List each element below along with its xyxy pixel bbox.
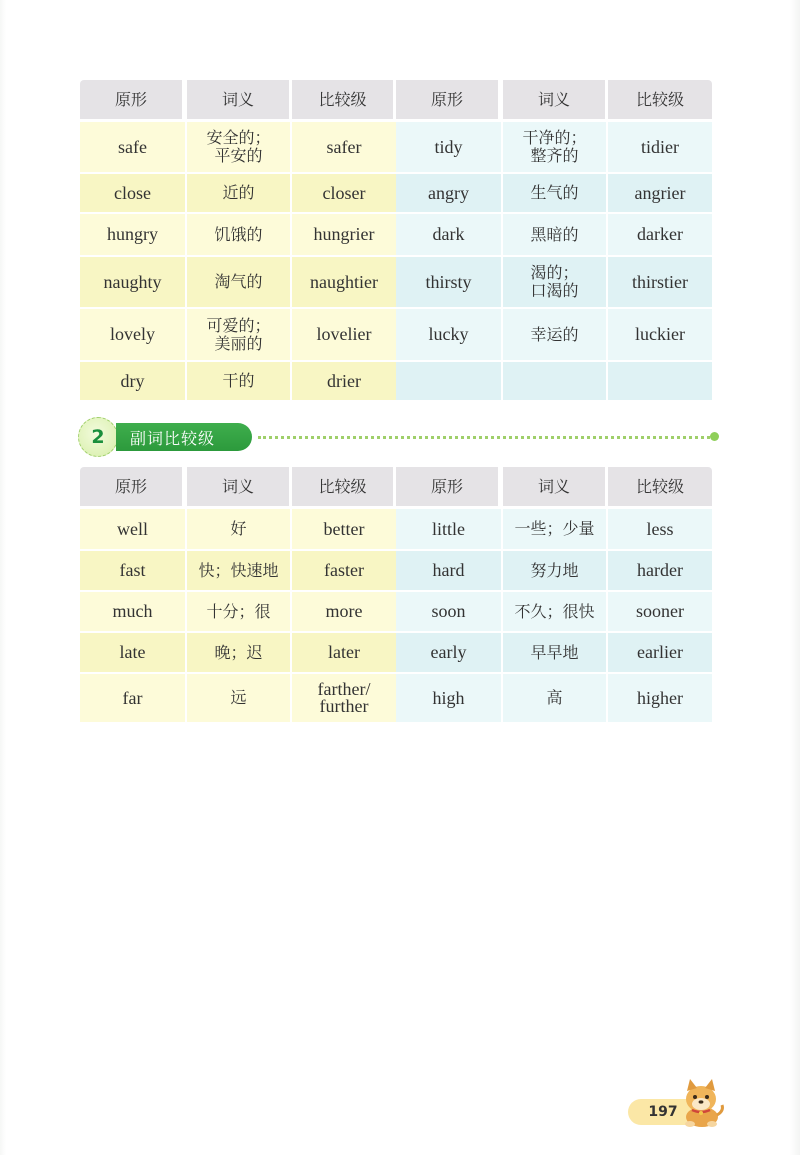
section-heading xyxy=(76,414,726,460)
header-comparative: 比较级 xyxy=(608,80,712,119)
comparative-cell: faster xyxy=(292,551,396,590)
comparative-cell: thirstier xyxy=(608,257,712,307)
meaning-cell: 一些；少量 xyxy=(501,509,608,549)
empty-cell xyxy=(608,362,712,400)
comparative-cell: safer xyxy=(292,122,396,172)
dotted-divider xyxy=(258,436,710,439)
base-form-cell: angry xyxy=(396,174,501,212)
base-form-cell: thirsty xyxy=(396,257,501,307)
base-form-cell: fast xyxy=(80,551,185,590)
comparative-cell: higher xyxy=(608,674,712,722)
header-meaning: 词义 xyxy=(185,80,292,119)
meaning-cell: 生气的 xyxy=(501,174,608,212)
base-form-cell: soon xyxy=(396,592,501,631)
comparative-cell: luckier xyxy=(608,309,712,360)
table-row xyxy=(80,257,715,309)
meaning-cell: 早早地 xyxy=(501,633,608,672)
meaning-cell: 可爱的； 美丽的 xyxy=(185,309,292,360)
table-row xyxy=(80,174,715,214)
table-row xyxy=(80,674,715,724)
adverb-comparative-table xyxy=(80,467,715,724)
meaning-cell: 努力地 xyxy=(501,551,608,590)
meaning-cell: 干的 xyxy=(185,362,292,400)
comparative-cell: closer xyxy=(292,174,396,212)
meaning-cell: 黑暗的 xyxy=(501,214,608,255)
base-form-cell: dry xyxy=(80,362,185,400)
meaning-cell: 不久；很快 xyxy=(501,592,608,631)
table-row xyxy=(80,633,715,674)
meaning-cell: 安全的； 平安的 xyxy=(185,122,292,172)
comparative-cell: farther/ further xyxy=(292,674,396,722)
base-form-cell: dark xyxy=(396,214,501,255)
header-comparative: 比较级 xyxy=(292,467,396,506)
base-form-cell: much xyxy=(80,592,185,631)
base-form-cell: naughty xyxy=(80,257,185,307)
comparative-cell: naughtier xyxy=(292,257,396,307)
section-number-badge: 2 xyxy=(78,417,118,457)
table-row xyxy=(80,122,715,174)
meaning-cell: 好 xyxy=(185,509,292,549)
meaning-cell: 渴的； 口渴的 xyxy=(501,257,608,307)
table-row xyxy=(80,551,715,592)
base-form-cell: far xyxy=(80,674,185,722)
comparative-cell: better xyxy=(292,509,396,549)
meaning-cell: 高 xyxy=(501,674,608,722)
base-form-cell: close xyxy=(80,174,185,212)
comparative-cell: tidier xyxy=(608,122,712,172)
table-row xyxy=(80,309,715,362)
base-form-cell: early xyxy=(396,633,501,672)
comparative-cell: sooner xyxy=(608,592,712,631)
header-base-form: 原形 xyxy=(396,80,501,119)
cartoon-dog-icon xyxy=(676,1077,726,1129)
base-form-cell: lucky xyxy=(396,309,501,360)
comparative-cell: earlier xyxy=(608,633,712,672)
meaning-cell: 淘气的 xyxy=(185,257,292,307)
divider-end-dot xyxy=(710,432,719,441)
table-row xyxy=(80,214,715,257)
comparative-cell: drier xyxy=(292,362,396,400)
base-form-cell: high xyxy=(396,674,501,722)
page-number: 197 xyxy=(628,1099,698,1125)
empty-cell xyxy=(501,362,608,400)
table-row xyxy=(80,592,715,633)
base-form-cell: hard xyxy=(396,551,501,590)
meaning-cell: 远 xyxy=(185,674,292,722)
comparative-cell: darker xyxy=(608,214,712,255)
header-base-form: 原形 xyxy=(80,467,185,506)
base-form-cell: safe xyxy=(80,122,185,172)
comparative-cell: hungrier xyxy=(292,214,396,255)
base-form-cell: little xyxy=(396,509,501,549)
header-comparative: 比较级 xyxy=(608,467,712,506)
base-form-cell: hungry xyxy=(80,214,185,255)
section-title: 副词比较级 xyxy=(116,423,252,451)
header-meaning: 词义 xyxy=(185,467,292,506)
header-comparative: 比较级 xyxy=(292,80,396,119)
header-base-form: 原形 xyxy=(396,467,501,506)
meaning-cell: 快；快速地 xyxy=(185,551,292,590)
adjective-comparative-table xyxy=(80,80,715,402)
comparative-cell: later xyxy=(292,633,396,672)
table-header-row xyxy=(80,467,715,509)
meaning-cell: 晚；迟 xyxy=(185,633,292,672)
comparative-cell: more xyxy=(292,592,396,631)
base-form-cell: late xyxy=(80,633,185,672)
header-meaning: 词义 xyxy=(501,467,608,506)
base-form-cell: well xyxy=(80,509,185,549)
comparative-cell: harder xyxy=(608,551,712,590)
base-form-cell: lovely xyxy=(80,309,185,360)
header-meaning: 词义 xyxy=(501,80,608,119)
meaning-cell: 十分；很 xyxy=(185,592,292,631)
empty-cell xyxy=(396,362,501,400)
table-header-row xyxy=(80,80,715,122)
table-row xyxy=(80,362,715,402)
meaning-cell: 近的 xyxy=(185,174,292,212)
header-base-form: 原形 xyxy=(80,80,185,119)
comparative-cell: less xyxy=(608,509,712,549)
table-row xyxy=(80,509,715,551)
meaning-cell: 饥饿的 xyxy=(185,214,292,255)
comparative-cell: angrier xyxy=(608,174,712,212)
comparative-cell: lovelier xyxy=(292,309,396,360)
meaning-cell: 幸运的 xyxy=(501,309,608,360)
meaning-cell: 干净的； 整齐的 xyxy=(501,122,608,172)
base-form-cell: tidy xyxy=(396,122,501,172)
